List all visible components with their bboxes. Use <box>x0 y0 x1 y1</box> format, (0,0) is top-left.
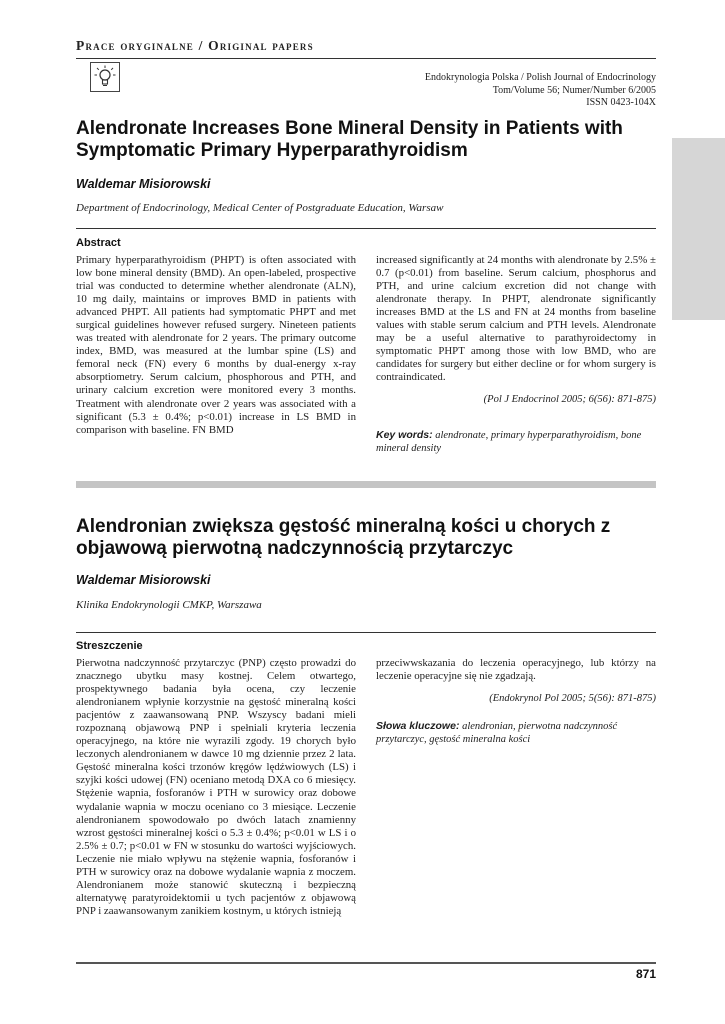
article-title-en: Alendronate Increases Bone Mineral Density in Patients with Symptomatic Primary Hyperparathyroidism <box>76 118 623 161</box>
keywords-text-en: alendronate, primary hyperparathyroidism, bone mineral density <box>376 429 642 454</box>
header-rule <box>76 58 656 59</box>
abstract-text-pl-part2: przeciwwskazania do leczenia operacyjnego, lub którzy na leczenie operacyjne się nie zgadzają. <box>376 657 656 683</box>
abstract-text-pl-part1: Pierwotna nadczynność przytarczyc (PNP) często prowadzi do znacznego ubytku masy kostnej. Celem otwartego, prospektywnego badania była ocena, czy leczenie alendronianem wpłynie korzystnie na gęstość mineralną kości pacjentów z zaawansowaną PNP. Wszyscy badani mieli rozpoznaną objawową PNP i spełniali kryteria leczenia operacyjnego, na które nie wyrazili zgody. 19 chorych było leczonych alendronianem w dawce 10 mg dziennie przez 2 lata. Gęstość mineralna kości trzonów kręgów lędźwiowych (LS) i szyjki kości udowej (FN) oceniano metodą DXA co 6 miesięcy. Stężenie wapnia, fosforanów i PTH w surowicy oraz dobowe wydalanie wapnia w moczu oceniano co 3 miesiące. Leczenie alendronianem spowodowało po dwóch latach znamienny wzrost gęstości mineralnej kości o 5.3 ± 0.4%; p<0.01 w LS i o 2.5% ± 0.7; p<0.01 w FN w stosunku do wartości wyjściowych. Leczenie nie miało wpływu na stężenie wapnia, fosforanów i PTH w surowicy oraz na dobowe wydalanie wapnia z moczem. Alendronianem może stanowić skuteczną i bezpieczną alternatywę paratyroidektomii u tych pacjentów z objawową PNP i zaawansowanym zanikiem kostnym, u których istnieją <box>76 657 356 917</box>
abstract-text-en-part1: Primary hyperparathyroidism (PHPT) is often associated with low bone mineral density (BMD). An open-labeled, prospective trial was conducted to determine whether alendronate (ALN), 10 mg daily, maintains or improves BMD in patients with advanced PHPT. All patients had symptomatic PHPT and met surgical guidelines however refused surgery. Nineteen patients was treated with alendronate for 2 years. The primary outcome index, BMD, was measured at the lumbar spine (LS) and femoral neck (FN) every 6 months by dual-energy x-ray absorptiometry. Serum calcium, phosphorous and PTH, and urinary calcium excretion were monitored every 3 months. Treatment with alendronate over 2 years was associated with a significant (5.3 ± 0.4%; p<0.01) increase in LS BMD in comparison with baseline. FN BMD <box>76 254 356 436</box>
journal-volume: Tom/Volume 56; Numer/Number 6/2005 <box>492 84 656 96</box>
abstract-rule-en <box>76 228 656 229</box>
journal-info <box>425 72 656 110</box>
page-number: 871 <box>635 967 656 981</box>
side-tab-marker <box>672 138 725 320</box>
article-title-pl: Alendronian zwiększa gęstość mineralną kości u chorych z objawową pierwotną nadczynnością przytarczyc <box>76 516 611 559</box>
keywords-text-pl: alendronian, pierwotna nadczynność przytarczyc, gęstość mineralna kości <box>376 721 618 746</box>
section-title: Prace oryginalne / Original papers <box>76 38 314 53</box>
keywords-label-en: Key words: <box>376 428 433 441</box>
keywords-pl <box>376 720 656 746</box>
abstract-text-en-part2: increased significantly at 24 months with alendronate by 2.5% ± 0.7 (p<0.01) from baseline. Serum calcium, phosphorus and PTH, and urine calcium excretion did not change with alendronate therapy. In PHPT, alendronate significantly increases BMD at the LS and FN at 24 months from baseline values with stable serum calcium and PTH levels. Alendronate may be a useful alternative to parathyroidectomy in symptomatic PHPT among those with low BMD, who are candidates for surgery but either decline or for whom surgery is contraindicated. <box>376 254 656 384</box>
citation-pl: (Endokrynol Pol 2005; 5(56): 871-875) <box>489 693 656 705</box>
author-pl: Waldemar Misiorowski <box>76 573 211 587</box>
lightbulb-icon <box>90 62 120 92</box>
abstract-column-2-en <box>376 254 656 455</box>
keywords-en <box>376 429 656 455</box>
citation-en: (Pol J Endocrinol 2005; 6(56): 871-875) <box>483 394 656 406</box>
section-divider-bar <box>76 481 656 488</box>
abstract-heading-en: Abstract <box>76 237 121 249</box>
abstract-column-1-pl <box>76 657 356 918</box>
abstract-column-2-pl <box>376 657 656 746</box>
journal-name: Endokrynologia Polska / Polish Journal of Endocrinology <box>424 72 656 83</box>
footer-rule <box>76 962 656 964</box>
author-en: Waldemar Misiorowski <box>76 177 211 191</box>
abstract-heading-pl: Streszczenie <box>76 640 143 652</box>
affiliation-pl: Klinika Endokrynologii CMKP, Warszawa <box>76 599 262 611</box>
abstract-column-1-en <box>76 254 356 437</box>
journal-issn: ISSN 0423-104X <box>586 97 656 108</box>
keywords-label-pl: Słowa kluczowe: <box>376 720 460 733</box>
abstract-rule-pl <box>76 632 656 633</box>
affiliation-en: Department of Endocrinology, Medical Center of Postgraduate Education, Warsaw <box>76 202 444 214</box>
